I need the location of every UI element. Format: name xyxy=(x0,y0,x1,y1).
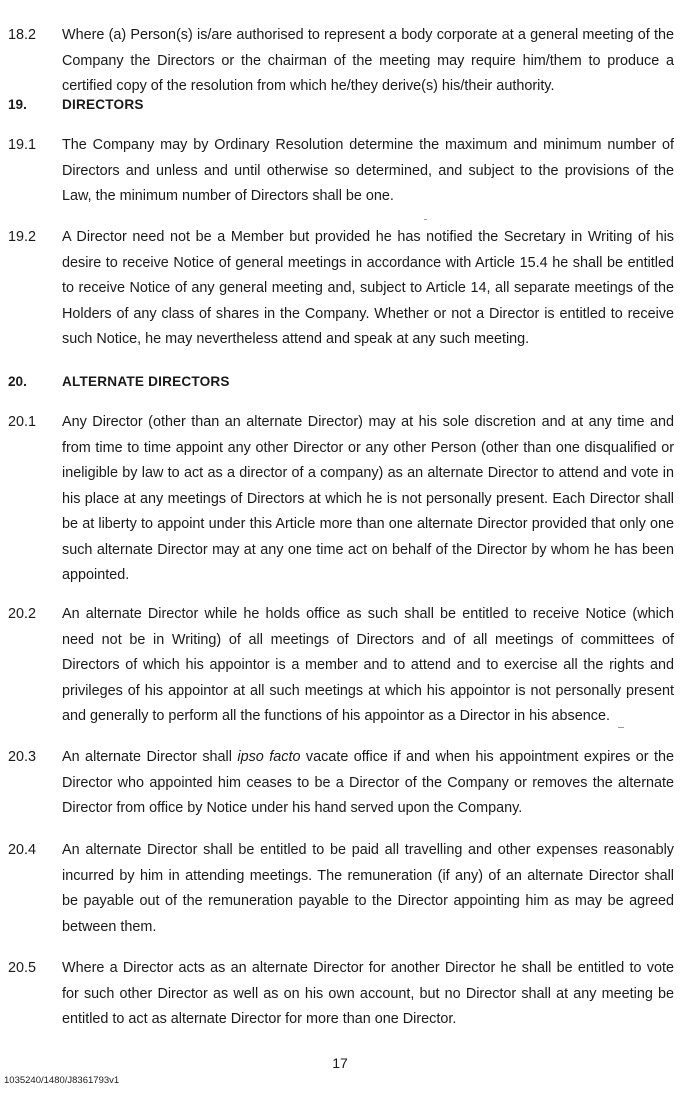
clause-text: An alternate Director shall be entitled to be paid all travelling and other expenses reasonably incurred by him in attending meetings. The remuneration (if any) of an alternate Director shall be payable out of the remuneration payable to the Director appointing him as may be agreed between them. xyxy=(62,842,674,935)
clause-text-part: An alternate Director shall xyxy=(62,749,238,765)
clause-number: 20.2 xyxy=(8,606,37,622)
clause-text: The Company may by Ordinary Resolution determine the maximum and minimum number of Directors and unless and until otherwise so determined, and subject to the provisions of the Law, the minimum number of Directors shall be one. xyxy=(62,137,674,204)
clause-number: 20.4 xyxy=(8,842,37,858)
section-title: ALTERNATE DIRECTORS xyxy=(62,374,230,389)
clause-number: 18.2 xyxy=(8,27,37,43)
section-number: 20. xyxy=(8,374,27,389)
scan-mark xyxy=(424,219,427,220)
clause-text: Any Director (other than an alternate Director) may at his sole discretion and at any time and from time to time appoint any other Director or any other Person (other than one disqualified or ineligible by law to act as a director of a company) as an alternate Director to attend and vote in his place at any meetings of Directors at which he is not personally present. Each Director shall be at liberty to appoint under this Article more than one alternate Director provided that only one such alternate Director may at any one time act on behalf of the Director by whom he has been appointed. xyxy=(62,414,674,583)
clause-text: An alternate Director while he holds office as such shall be entitled to receive Notice (which need not be in Writing) of all meetings of Directors and of all meetings of committees of Directors of which his appointor is a member and to attend and to exercise all the rights and privileges of his appointor at all such meetings at which his appointor is not personally present and generally to perform all the functions of his appointor as a Director in his absence. xyxy=(62,606,674,724)
clause-number: 20.3 xyxy=(8,749,37,765)
clause-text-part: vacate office if and when his appointment expires or the Director who appointed him ceases to be a Director of the Company or removes the alternate Director from office by Notice under his hand served upon the Company. xyxy=(62,749,674,816)
clause-text: Where a Director acts as an alternate Director for another Director he shall be entitled to vote for such other Director as well as on his own account, but no Director shall at any meeting be entitled to act as alternate Director for more than one Director. xyxy=(62,960,674,1027)
clause-text: Where (a) Person(s) is/are authorised to represent a body corporate at a general meeting of the Company the Directors or the chairman of the meeting may require him/them to produce a certified copy of the resolution from which he/they derive(s) his/their authority. xyxy=(62,27,674,94)
clause-text-italic: ipso facto xyxy=(237,749,301,765)
clause-text xyxy=(62,745,674,822)
clause-number: 20.1 xyxy=(8,414,37,430)
clause-number: 19.1 xyxy=(8,137,37,153)
section-title: DIRECTORS xyxy=(62,97,144,112)
clause-number: 19.2 xyxy=(8,229,37,245)
clause-text: A Director need not be a Member but provided he has notified the Secretary in Writing of his desire to receive Notice of general meetings in accordance with Article 15.4 he shall be entitled to receive Notice of any general meeting and, subject to Article 14, all separate meetings of the Holders of any class of shares in the Company. Whether or not a Director is entitled to receive such Notice, he may nevertheless attend and speak at any such meeting. xyxy=(62,229,674,347)
scan-mark xyxy=(618,727,624,728)
page-number: 17 xyxy=(332,1055,348,1071)
clause-number: 20.5 xyxy=(8,960,37,976)
section-number: 19. xyxy=(8,97,27,112)
document-reference: 1035240/1480/J8361793v1 xyxy=(4,1075,120,1086)
